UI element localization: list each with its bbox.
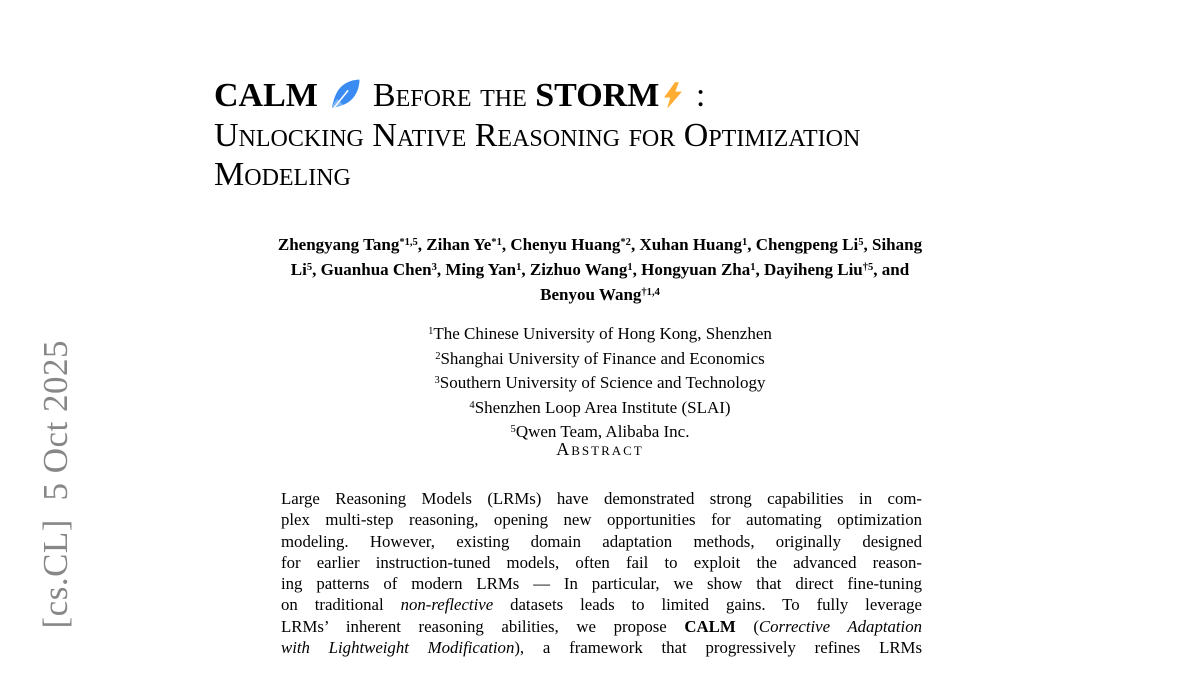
paper-title (214, 76, 1014, 195)
abstract-line: Large Reasoning Models (LRMs) have demonstrated strong capabilities in com- (281, 489, 922, 508)
affiliation-line: $^3$Southern University of Science and Technology (434, 373, 766, 392)
affiliation-line: $^5$Qwen Team, Alibaba Inc. (510, 422, 690, 441)
abstract-line: plex multi-step reasoning, opening new opportunities for automating optimization (281, 510, 922, 530)
affiliation-line: $^4$Shenzhen Loop Area Institute (SLAI) (469, 397, 731, 417)
title-before-the: Before the (372, 77, 527, 114)
title-word-storm: STORM (535, 77, 660, 114)
title-colon: : (695, 77, 706, 114)
title-line-3: Modeling (214, 156, 351, 193)
affiliations (215, 323, 985, 446)
arxiv-stamp-text: [cs.CL] 5 Oct 2025 (36, 340, 75, 629)
affiliation-line: $^2$Shanghai University of Finance and Economics (435, 348, 765, 368)
title-line-2: Unlocking Native Reasoning for Optimization (214, 116, 861, 154)
abstract-body (281, 488, 922, 658)
title-word-calm: CALM (214, 77, 318, 114)
title-line-1 (214, 77, 705, 114)
author-list: Zhengyang Tang$^{*1,5}$, Zihan Ye$^{*1}$, Chenyu Huang$^{*2}$, Xuhan Huang$^1$, Chengpeng Li$^5$, Sihang Li$^5$, Guanhua Chen$^3$, Ming Yan$^1$, Zizhuo Wang$^1$, Hongyuan Zha$^1$, Dayiheng Liu$^{\dagger 5}$, and Benyou Wang$^{\dagger 1,4}$ (277, 235, 923, 304)
abstract-line: with Lightweight Modification), a framework that progressively refines LRMs (281, 638, 922, 658)
abstract-line: LRMs’ inherent reasoning abilities, we propose CALM (Corrective Adaptation (281, 616, 922, 636)
abstract-line: modeling. However, existing domain adaptation methods, originally designed (281, 531, 922, 551)
abstract-line: for earlier instruction-tuned models, often fail to exploit the advanced reason- (281, 552, 922, 572)
feather-icon (328, 77, 363, 112)
abstract-heading: Abstract (556, 439, 644, 459)
abstract-line: on traditional non-reflective datasets leads to limited gains. To fully leverage (281, 595, 923, 615)
arxiv-stamp (36, 340, 80, 675)
affiliation-line: $^1$The Chinese University of Hong Kong, Shenzhen (428, 324, 772, 343)
lightning-icon (659, 79, 687, 112)
abstract-line: ing patterns of modern LRMs — In particular, we show that direct fine-tuning (281, 574, 922, 594)
